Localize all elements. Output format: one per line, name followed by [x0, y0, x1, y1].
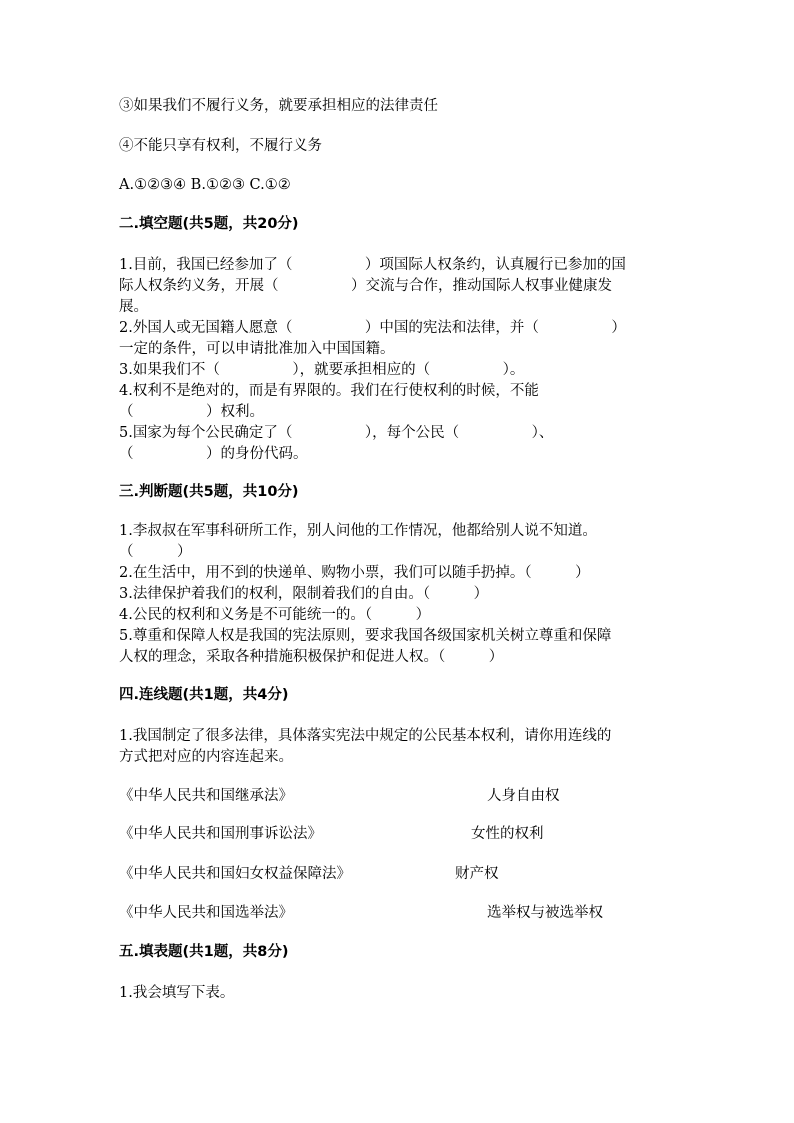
matching-left-item: 《中华人民共和国刑事诉讼法》: [119, 826, 322, 842]
judge-line: （ ）: [119, 544, 192, 560]
judge-line: 4.公民的权利和义务是不可能统一的。（ ）: [119, 607, 431, 623]
table-intro: 1.我会填写下表。: [119, 985, 235, 1001]
fill-blank-line: 5.国家为每个公民确定了（ ），每个公民（ ）、: [119, 425, 554, 441]
matching-right-item: 女性的权利: [471, 826, 544, 842]
answer-options: A.①②③④ B.①②③ C.①②: [119, 177, 291, 193]
option-item-4: ④不能只享有权利，不履行义务: [119, 138, 322, 154]
matching-left-item: 《中华人民共和国继承法》: [119, 788, 293, 804]
judge-line: 人权的理念，采取各种措施积极保护和促进人权。（ ）: [119, 649, 504, 665]
judge-line: 1.李叔叔在军事科研所工作，别人问他的工作情况，他都给别人说不知道。: [119, 523, 597, 539]
fill-blank-line: 际人权条约义务，开展（ ）交流与合作，推动国际人权事业健康发: [119, 278, 612, 294]
section-4-title: 四.连线题(共1题，共4分): [119, 687, 289, 703]
fill-blank-line: 2.外国人或无国籍人愿意（ ）中国的宪法和法律，并（ ）: [119, 320, 626, 336]
fill-blank-line: 4.权利不是绝对的，而是有界限的。我们在行使权利的时候，不能: [119, 383, 539, 399]
fill-blank-line: （ ）权利。: [119, 404, 264, 420]
judge-line: 5.尊重和保障人权是我国的宪法原则，要求我国各级国家机关树立尊重和保障: [119, 628, 612, 644]
section-3-title: 三.判断题(共5题，共10分): [119, 484, 299, 500]
section-5-title: 五.填表题(共1题，共8分): [119, 944, 289, 960]
fill-blank-line: （ ）的身份代码。: [119, 446, 308, 462]
judge-line: 2.在生活中，用不到的快递单、购物小票，我们可以随手扔掉。（ ）: [119, 565, 590, 581]
matching-intro: 1.我国制定了很多法律，具体落实宪法中规定的公民基本权利，请你用连线的: [119, 728, 612, 744]
fill-blank-line: 3.如果我们不（ ），就要承担相应的（ ）。: [119, 362, 525, 378]
fill-blank-line: 一定的条件，可以申请批准加入中国国籍。: [119, 341, 395, 357]
matching-left-item: 《中华人民共和国妇女权益保障法》: [119, 866, 351, 882]
matching-right-item: 选举权与被选举权: [487, 905, 603, 921]
matching-left-item: 《中华人民共和国选举法》: [119, 905, 293, 921]
matching-intro: 方式把对应的内容连起来。: [119, 749, 293, 765]
matching-right-item: 财产权: [455, 866, 499, 882]
section-2-title: 二.填空题(共5题，共20分): [119, 216, 299, 232]
judge-line: 3.法律保护着我们的权利，限制着我们的自由。（ ）: [119, 586, 489, 602]
matching-right-item: 人身自由权: [487, 788, 560, 804]
fill-blank-line: 1.目前，我国已经参加了（ ）项国际人权条约，认真履行已参加的国: [119, 257, 626, 273]
option-item-3: ③如果我们不履行义务，就要承担相应的法律责任: [119, 98, 438, 114]
fill-blank-line: 展。: [119, 299, 148, 315]
